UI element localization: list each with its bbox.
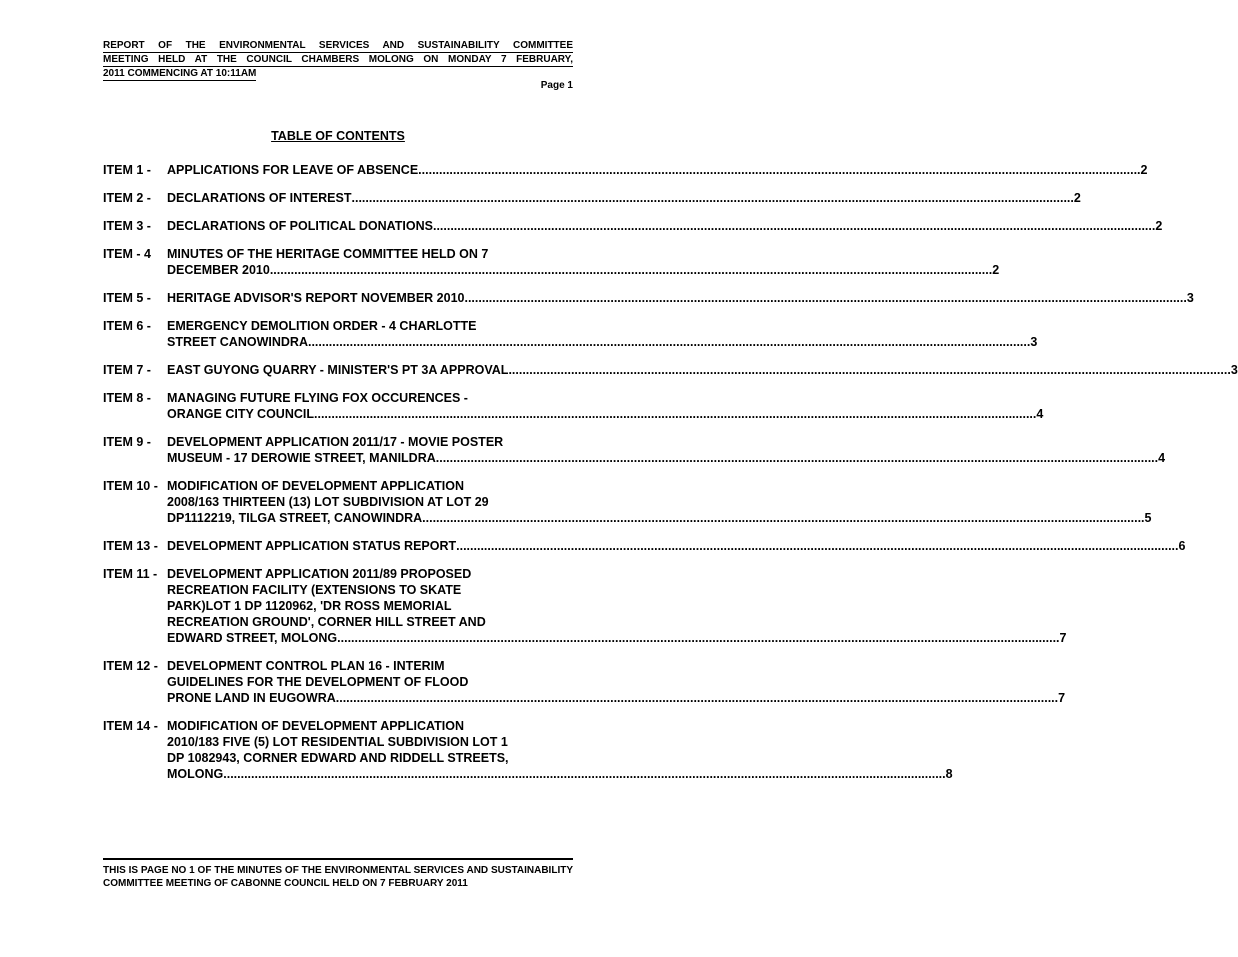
toc-item-body [167,390,1043,422]
toc-item-body [167,658,1065,706]
toc-item-number: ITEM 14 - [103,719,158,733]
toc-item-number: ITEM 12 - [103,659,158,673]
toc-item-body [167,162,1148,178]
toc-item-line [167,734,953,750]
toc-item-number: ITEM 10 - [103,479,158,493]
toc-title-text: TABLE OF CONTENTS [271,129,405,143]
toc-item-body [167,718,953,782]
toc-page-number: 2 [1140,163,1148,177]
toc-item-number: ITEM 9 - [103,435,151,449]
toc-item-line [167,190,1081,206]
toc-page-number: 3 [1030,335,1038,349]
toc-item-line [167,218,1162,234]
toc-item-title: MINUTES OF THE HERITAGE COMMITTEE HELD ON 7 [167,247,489,261]
toc-item-number: ITEM 7 - [103,363,151,377]
toc-page-number: 6 [1178,539,1186,553]
toc-item-title: STREET CANOWINDRA [167,335,308,349]
toc-item-line [167,582,1066,598]
toc-item-number: ITEM 3 - [103,219,151,233]
toc-page-number: 2 [1155,219,1163,233]
dot-leader [314,406,1036,422]
dot-leader [422,510,1144,526]
dot-leader [418,162,1140,178]
toc-entry[interactable] [103,218,1163,234]
dot-leader [456,538,1178,554]
toc-item-line [167,690,1065,706]
toc-item-number: ITEM 6 - [103,319,151,333]
toc-item-title: MODIFICATION OF DEVELOPMENT APPLICATION [167,719,464,733]
toc-entry[interactable] [103,190,1081,206]
page-footer: THIS IS PAGE NO 1 OF THE MINUTES OF THE ENVIRONMENTAL SERVICES AND SUSTAINABILITY COMMITTEE MEETING OF CABONNE COUNCIL HELD ON 7 FEBRUARY 2011 [103,858,573,890]
dot-leader [464,290,1186,306]
dot-leader [308,334,1030,350]
toc-item-number: ITEM 13 - [103,539,158,553]
toc-item-body [167,434,1165,466]
toc-item-title: ORANGE CITY COUNCIL [167,407,314,421]
toc-item-line [167,750,953,766]
toc-item-line [167,362,1238,378]
toc-item-title: MANAGING FUTURE FLYING FOX OCCURENCES - [167,391,468,405]
toc-item-line [167,718,953,734]
toc-page-number: 2 [1073,191,1081,205]
toc-item-body [167,478,1151,526]
dot-leader [337,630,1059,646]
toc-item-title: DECLARATIONS OF INTEREST [167,191,352,205]
toc-item-body [167,290,1194,306]
dot-leader [270,262,992,278]
toc-item-number: ITEM 2 - [103,191,151,205]
toc-item-body [167,318,1037,350]
toc-item-title: 2008/163 THIRTEEN (13) LOT SUBDIVISION AT LOT 29 [167,495,489,509]
toc-item-title: EAST GUYONG QUARRY - MINISTER'S PT 3A APPROVAL [167,363,509,377]
toc-item-title: DEVELOPMENT APPLICATION STATUS REPORT [167,539,457,553]
toc-item-line [167,334,1037,350]
report-header [103,39,573,81]
toc-entry[interactable] [103,658,1066,706]
toc-entry[interactable] [103,318,1038,350]
toc-item-title: RECREATION GROUND', CORNER HILL STREET AND [167,615,486,629]
toc-item-body [167,538,1185,554]
toc-item-title: DEVELOPMENT APPLICATION 2011/89 PROPOSED [167,567,472,581]
toc-item-line [167,390,1043,406]
toc-item-title: MUSEUM - 17 DEROWIE STREET, MANILDRA [167,451,436,465]
toc-page-number: 4 [1036,407,1044,421]
toc-item-title: DECLARATIONS OF POLITICAL DONATIONS [167,219,433,233]
toc-page-number: 8 [945,767,953,781]
toc-item-title: MODIFICATION OF DEVELOPMENT APPLICATION [167,479,464,493]
dot-leader [508,362,1230,378]
toc-item-title: EMERGENCY DEMOLITION ORDER - 4 CHARLOTTE [167,319,477,333]
toc-item-body [167,218,1162,234]
toc-item-title: RECREATION FACILITY (EXTENSIONS TO SKATE [167,583,462,597]
toc-item-title: MOLONG [167,767,224,781]
toc-item-line [167,630,1066,646]
toc-item-line [167,290,1194,306]
toc-item-title: GUIDELINES FOR THE DEVELOPMENT OF FLOOD [167,675,469,689]
dot-leader [436,450,1158,466]
toc-item-line [167,538,1185,554]
header-line-2: MEETING HELD AT THE COUNCIL CHAMBERS MOLONG ON MONDAY 7 FEBRUARY, [103,54,573,65]
toc-item-line [167,246,999,262]
toc-page-number: 3 [1230,363,1238,377]
toc-item-title: APPLICATIONS FOR LEAVE OF ABSENCE [167,163,419,177]
toc-item-title: PRONE LAND IN EUGOWRA [167,691,336,705]
toc-page-number: 7 [1059,631,1067,645]
toc-title [0,129,676,143]
toc-entry[interactable] [103,362,1238,378]
toc-entry[interactable] [103,290,1194,306]
toc-item-title: 2010/183 FIVE (5) LOT RESIDENTIAL SUBDIVISION LOT 1 [167,735,508,749]
toc-item-line [167,434,1165,450]
toc-entry[interactable] [103,566,1067,646]
toc-item-number: ITEM 8 - [103,391,151,405]
dot-leader [352,190,1074,206]
table-of-contents [103,162,1238,794]
toc-entry[interactable] [103,390,1044,422]
toc-item-line [167,406,1043,422]
toc-item-title: PARK)LOT 1 DP 1120962, 'DR ROSS MEMORIAL [167,599,452,613]
toc-entry[interactable] [103,718,953,782]
header-line-1: REPORT OF THE ENVIRONMENTAL SERVICES AND SUSTAINABILITY COMMITTEE [103,40,573,51]
page-number: Page 1 [540,80,573,91]
toc-item-title: DECEMBER 2010 [167,263,270,277]
toc-entry[interactable] [103,478,1152,526]
toc-entry[interactable] [103,538,1186,554]
toc-item-line [167,478,1151,494]
toc-page-number: 5 [1144,511,1152,525]
toc-item-line [167,614,1066,630]
toc-item-line [167,162,1148,178]
toc-item-number: ITEM 11 - [103,567,158,581]
toc-item-number: ITEM 1 - [103,163,151,177]
toc-item-title: DEVELOPMENT APPLICATION 2011/17 - MOVIE POSTER [167,435,504,449]
toc-item-body [167,362,1238,378]
toc-item-title: EDWARD STREET, MOLONG [167,631,338,645]
toc-item-body [167,190,1081,206]
toc-item-number: ITEM - 4 [103,247,151,261]
toc-item-line [167,658,1065,674]
toc-item-number: ITEM 5 - [103,291,151,305]
toc-item-line [167,510,1151,526]
toc-page-number: 4 [1158,451,1166,465]
dot-leader [223,766,945,782]
toc-item-title: HERITAGE ADVISOR'S REPORT NOVEMBER 2010 [167,291,465,305]
toc-item-title: DEVELOPMENT CONTROL PLAN 16 - INTERIM [167,659,445,673]
toc-entry[interactable] [103,162,1148,178]
toc-item-title: DP1112219, TILGA STREET, CANOWINDRA [167,511,423,525]
toc-entry[interactable] [103,246,1000,278]
toc-entry[interactable] [103,434,1166,466]
toc-item-line [167,566,1066,582]
toc-item-line [167,318,1037,334]
toc-item-line [167,766,953,782]
toc-item-line [167,450,1165,466]
toc-page-number: 2 [992,263,1000,277]
header-line-3: 2011 COMMENCING AT 10:11AM [103,68,257,79]
toc-item-line [167,598,1066,614]
toc-page-number: 7 [1058,691,1066,705]
dot-leader [433,218,1155,234]
toc-item-line [167,494,1151,510]
toc-item-body [167,566,1066,646]
toc-item-body [167,246,999,278]
toc-item-line [167,262,999,278]
toc-item-title: DP 1082943, CORNER EDWARD AND RIDDELL STREETS, [167,751,509,765]
toc-page-number: 3 [1186,291,1194,305]
dot-leader [336,690,1058,706]
toc-item-line [167,674,1065,690]
